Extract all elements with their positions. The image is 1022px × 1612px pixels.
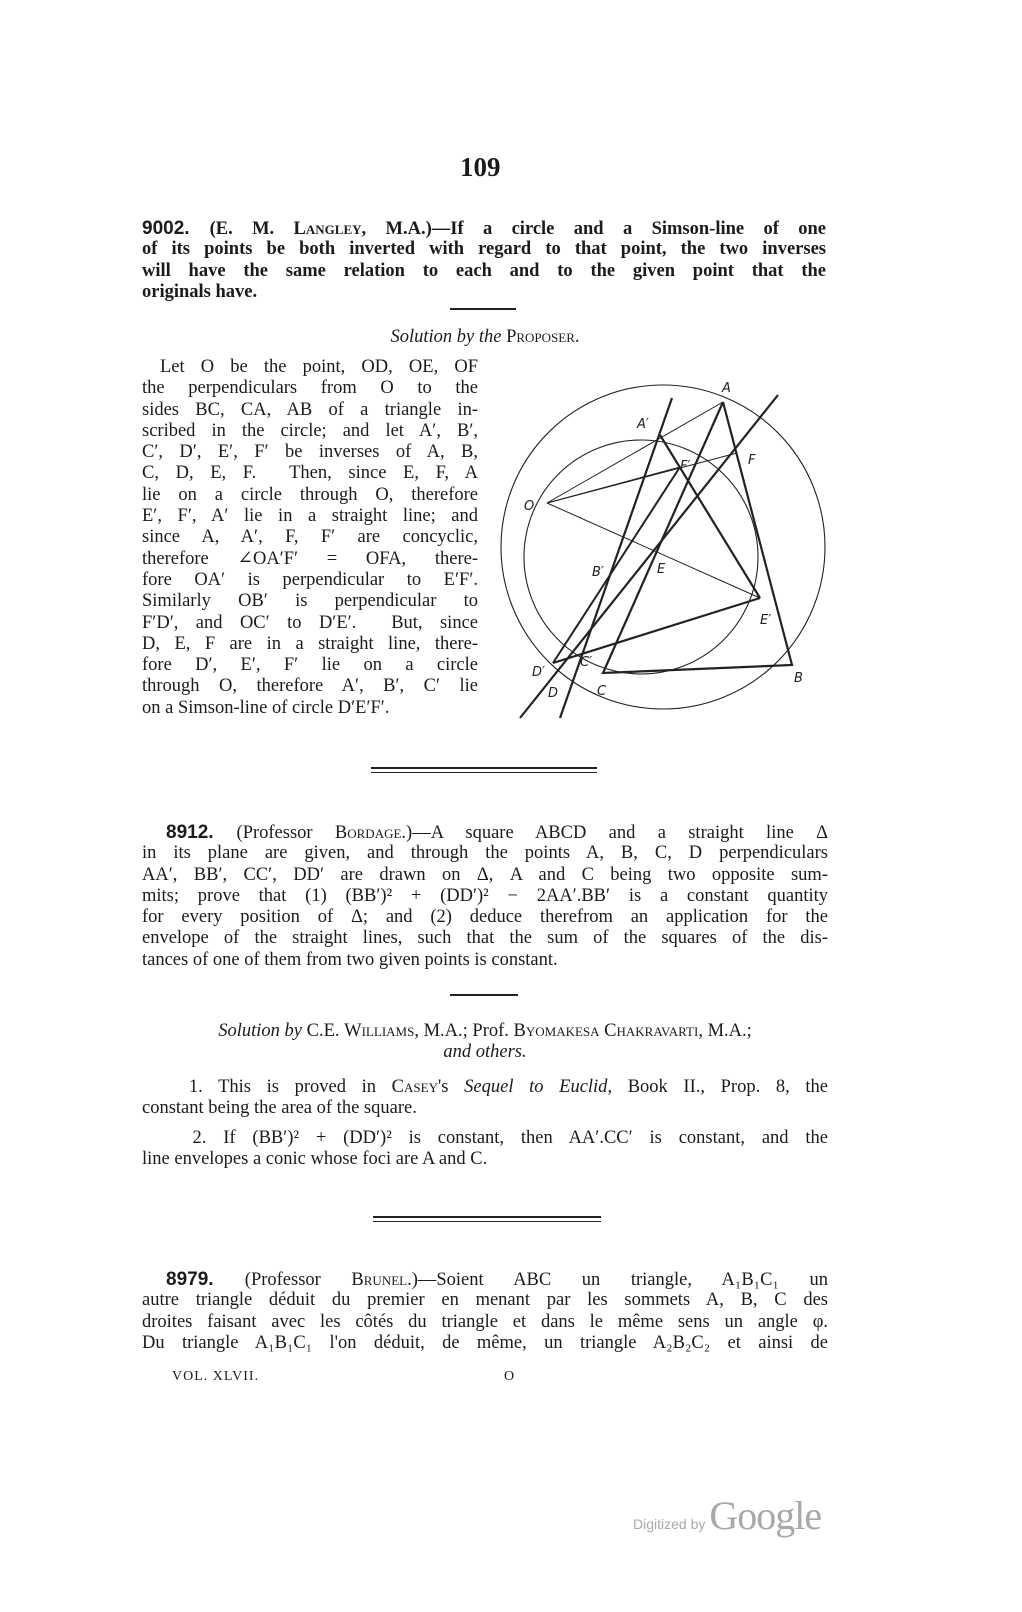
text-segment: (Professor xyxy=(244,1270,352,1290)
text-line: droites faisant avec les côtés du triangle et dans le même sens un angle φ. xyxy=(142,1311,828,1332)
text-line: tances of one of them from two given points is constant. xyxy=(142,949,558,970)
text-segment: C.E. xyxy=(306,1021,345,1041)
text-segment: Langley xyxy=(293,219,362,239)
text-line: mits; prove that (1) (BB′)² + (DD′)² − 2AA′.BB′ is a constant quantity xyxy=(142,885,828,906)
problem-number: 8979. xyxy=(166,1269,245,1290)
text-line: E′, F′, A′ lie in a straight line; and xyxy=(142,506,478,527)
double-rule xyxy=(371,772,597,773)
figure-label: D xyxy=(548,686,559,701)
geometry-figure xyxy=(490,360,840,720)
figure-label: F xyxy=(748,453,756,468)
solution-item-1 xyxy=(142,1077,828,1120)
figure-label: F′ xyxy=(680,459,691,474)
text-segment: Solution by the xyxy=(390,327,507,347)
text-line: Let O be the point, OD, OE, OF xyxy=(160,357,478,377)
text-line: through O, therefore A′, B′, C′ lie xyxy=(142,676,478,697)
text-line: lie on a circle through O, therefore xyxy=(142,484,478,505)
text-line xyxy=(142,1269,828,1290)
text-line: for every position of Δ; and (2) deduce therefrom an application for the xyxy=(142,907,828,928)
text-line: sides BC, CA, AB of a triangle in- xyxy=(142,399,478,420)
figure-label: C xyxy=(597,684,607,699)
section-rule xyxy=(450,994,518,996)
triangle-abc xyxy=(603,402,792,673)
text-segment: (E. M. xyxy=(209,219,294,239)
section-rule xyxy=(450,308,516,310)
text-segment: , Book II., Prop. 8, the xyxy=(607,1077,828,1097)
figure-label: A xyxy=(722,381,731,396)
text-segment: 's xyxy=(437,1077,465,1097)
text-line xyxy=(142,822,828,843)
simson-line-def xyxy=(520,395,778,718)
solution-item-2 xyxy=(142,1128,828,1171)
figure-label: O xyxy=(524,499,535,514)
text-line: Similarly OB′ is perpendicular to xyxy=(142,591,478,612)
solution-text-9002 xyxy=(142,357,478,719)
text-segment: Casey xyxy=(391,1077,438,1097)
text-line: since A, A′, F, F′ are concyclic, xyxy=(142,527,478,548)
watermark-prefix: Digitized by xyxy=(633,1516,706,1532)
text-line xyxy=(142,218,826,239)
text-line: C′, D′, E′, F′ be inverses of A, B, xyxy=(142,442,478,463)
line-oa xyxy=(547,402,723,503)
figure-label: E xyxy=(657,562,666,577)
text-segment: Byomakesa Chakravarti xyxy=(513,1021,699,1041)
text-line: D, E, F are in a straight line, there- xyxy=(142,633,478,654)
problem-number: 8912. xyxy=(166,822,237,843)
text-line xyxy=(142,1021,828,1042)
figure-label: E′ xyxy=(760,613,772,628)
page-number: 109 xyxy=(460,152,501,182)
double-rule xyxy=(371,767,597,769)
figure-label: A′ xyxy=(637,417,649,432)
figure-label: B xyxy=(794,671,803,686)
line-a-prime-e-prime xyxy=(660,435,760,598)
text-segment: . xyxy=(574,327,580,347)
text-line: F′D′, and OC′ to D′E′. But, since xyxy=(142,612,478,633)
text-segment: , M.A.; Prof. xyxy=(414,1021,514,1041)
text-line: AA′, BB′, CC′, DD′ are drawn on Δ, A and C being two opposite sum- xyxy=(142,864,828,885)
text-line: constant being the area of the square. xyxy=(142,1098,417,1119)
text-line xyxy=(142,1042,828,1063)
text-line: C, D, E, F. Then, since E, F, A xyxy=(142,463,478,484)
solution-heading-8912 xyxy=(142,1021,828,1064)
footer-volume: VOL. XLVII. xyxy=(172,1369,260,1384)
text-segment: , M.A.)—If a circle and a Simson-line of one xyxy=(361,219,827,239)
text-line: therefore ∠OA′F′ = OFA, there- xyxy=(142,548,478,569)
problem-8979 xyxy=(142,1269,828,1354)
text-segment: 1. This is proved in xyxy=(142,1077,392,1097)
text-line: envelope of the straight lines, such that the sum of the squares of the dis- xyxy=(142,928,828,949)
text-line: scribed in the circle; and let A′, B′, xyxy=(142,420,478,441)
text-segment: and others. xyxy=(443,1042,527,1063)
footer-signature: O xyxy=(504,1369,515,1384)
text-line: originals have. xyxy=(142,281,258,302)
text-segment: Brunel xyxy=(351,1270,408,1290)
text-line: autre triangle déduit du premier en menant par les sommets A, B, C des xyxy=(142,1290,828,1311)
google-logo: Google xyxy=(709,1493,822,1538)
solution-heading-9002 xyxy=(142,327,828,348)
text-line: line envelopes a conic whose foci are A and C. xyxy=(142,1149,488,1170)
figure-label: B′ xyxy=(592,565,604,580)
text-line: 2. If (BB′)² + (DD′)² is constant, then AA′.CC′ is constant, and the xyxy=(142,1128,828,1148)
line-d-prime-e-prime xyxy=(553,598,760,663)
text-segment: (Professor xyxy=(236,823,335,843)
figure-label: C′ xyxy=(580,655,593,670)
text-line xyxy=(142,327,828,348)
text-segment: Proposer xyxy=(506,327,575,347)
google-watermark xyxy=(633,1492,821,1539)
text-line: Du triangle A₁B₁C₁ l'on déduit, de même, un triangle A₂B₂C₂ et ainsi de xyxy=(142,1332,828,1353)
text-line: of its points be both inverted with regard to that point, the two inverses xyxy=(142,239,826,260)
inverse-circle xyxy=(524,440,758,674)
text-segment: .)—Soient ABC un triangle, A₁B₁C₁ un xyxy=(407,1270,829,1290)
text-line: in its plane are given, and through the points A, B, C, D perpendiculars xyxy=(142,843,828,864)
text-segment: Bordage xyxy=(334,823,402,843)
figure-label: D′ xyxy=(532,665,545,680)
double-rule xyxy=(373,1221,601,1222)
problem-8912 xyxy=(142,822,828,971)
circumcircle xyxy=(501,385,825,709)
text-segment: Sequel to Euclid xyxy=(464,1077,608,1097)
text-line: fore OA′ is perpendicular to E′F′. xyxy=(142,569,478,590)
text-line: the perpendiculars from O to the xyxy=(142,378,478,399)
text-segment: , M.A.; xyxy=(698,1021,752,1041)
problem-9002 xyxy=(142,218,826,303)
text-line: will have the same relation to each and to the given point that the xyxy=(142,260,826,281)
problem-number: 9002. xyxy=(142,218,210,239)
double-rule xyxy=(373,1216,601,1218)
text-segment: Williams xyxy=(344,1021,415,1041)
text-segment: Solution by xyxy=(218,1021,307,1041)
text-line xyxy=(142,1077,828,1098)
text-line: on a Simson-line of circle D′E′F′. xyxy=(142,697,390,718)
text-segment: .)—A square ABCD and a straight line Δ xyxy=(401,823,829,843)
text-line: fore D′, E′, F′ lie on a circle xyxy=(142,655,478,676)
